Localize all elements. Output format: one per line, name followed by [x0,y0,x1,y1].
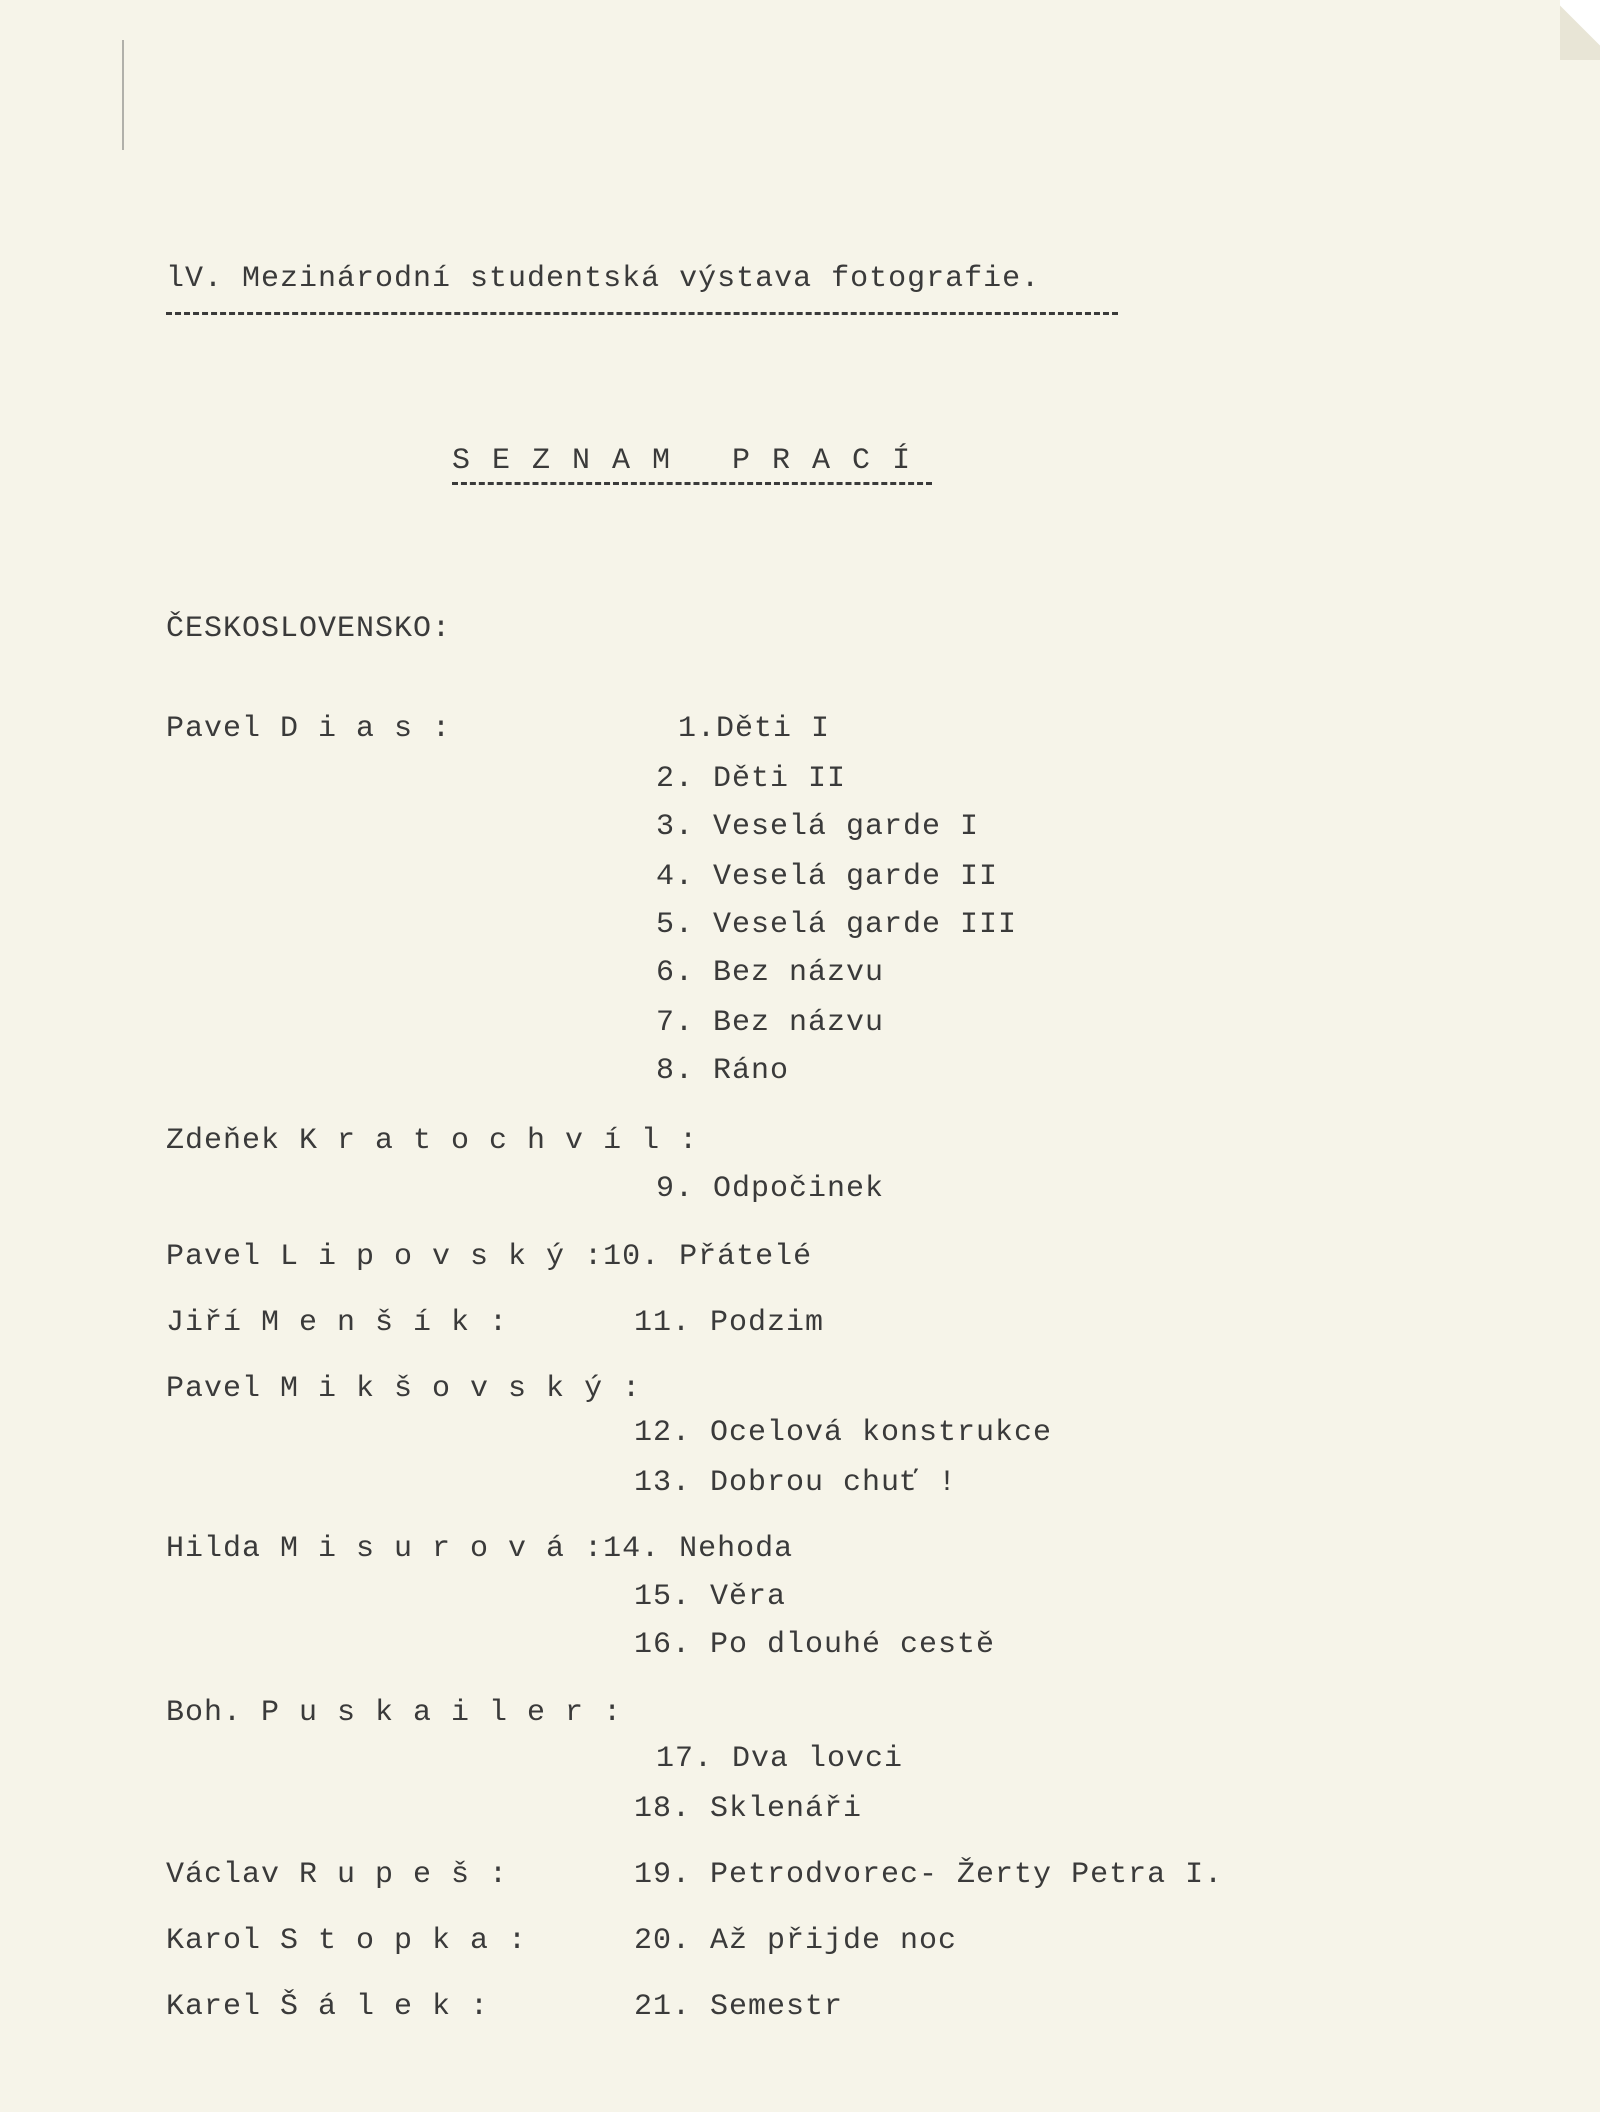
work-item: 11. Podzim [634,1306,825,1340]
folded-corner [1560,0,1600,60]
heading-underline [452,482,932,485]
author-name: Boh. P u s k a i l e r : [166,1696,623,1730]
work-item: 9. Odpočinek [656,1172,885,1206]
document-title: lV. Mezinárodní studentská výstava fotografie. [166,262,1041,296]
author-name: Jiří M e n š í k : [166,1306,509,1340]
author-name: Hilda M i s u r o v á :14. Nehoda [166,1532,794,1566]
work-item: 4. Veselá garde II [656,860,999,894]
work-item: 21. Semestr [634,1990,844,2024]
work-item: 6. Bez názvu [656,956,885,990]
work-item: 3. Veselá garde I [656,810,980,844]
author-name: Pavel D i a s : [166,712,452,746]
author-name: Karel Š á l e k : [166,1990,490,2024]
work-item: 19. Petrodvorec- Žerty Petra I. [634,1858,1224,1892]
work-item: 7. Bez názvu [656,1006,885,1040]
work-item: 16. Po dlouhé cestě [634,1628,996,1662]
section-heading: S E Z N A M P R A C Í [452,444,913,478]
country-label: ČESKOSLOVENSKO: [166,612,452,646]
work-item: 12. Ocelová konstrukce [634,1416,1053,1450]
work-item: 2. Děti II [656,762,847,796]
margin-mark [122,40,124,150]
author-name: Pavel M i k š o v s k ý : [166,1372,642,1406]
work-item: 20. Až přijde noc [634,1924,958,1958]
author-name: Václav R u p e š : [166,1858,509,1892]
work-item: 13. Dobrou chuť ! [634,1466,958,1500]
title-underline [166,312,1118,315]
work-item: 17. Dva lovci [656,1742,904,1776]
work-item: 18. Sklenáři [634,1792,863,1826]
work-item: 8. Ráno [656,1054,790,1088]
work-item: 15. Věra [634,1580,787,1614]
work-item: 1.Děti I [678,712,831,746]
author-name: Zdeňek K r a t o c h v í l : [166,1124,699,1158]
work-item: 5. Veselá garde III [656,908,1018,942]
author-name: Pavel L i p o v s k ý :10. Přátelé [166,1240,813,1274]
author-name: Karol S t o p k a : [166,1924,528,1958]
